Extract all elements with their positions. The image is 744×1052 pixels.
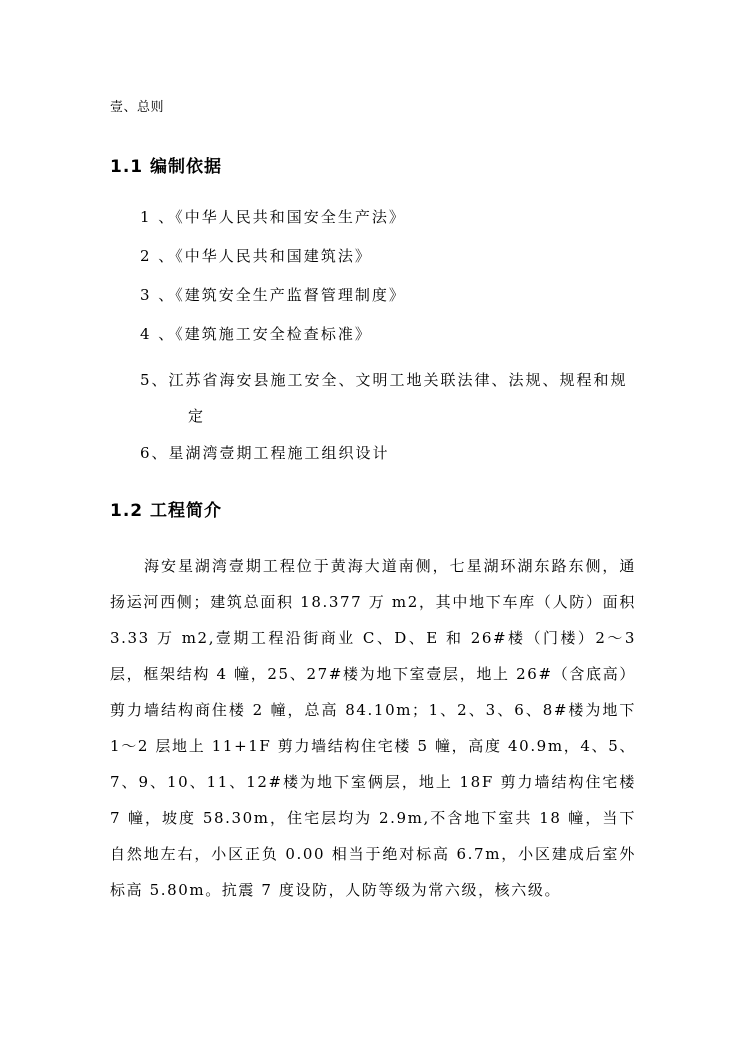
reference-list <box>140 206 660 481</box>
project-description-paragraph: 海安星湖湾壹期工程位于黄海大道南侧，七星湖环湖东路东侧，通扬运河西侧；建筑总面积 18.377 万 m2，其中地下车库（人防）面积 3.33 万 m2,壹期工程沿街商业 C、D、E 和 26#楼（门楼）2～3 层，框架结构 4 幢，25、27#楼为地下室壹层，地上 26#（含底高）剪力墙结构商住楼 2 幢，总高 84.10m；1、2、3、6、8#楼为地下 1～2 层地上 11+1F 剪力墙结构住宅楼 5 幢，高度 40.9m，4、5、7、9、10、11、12#楼为地下室俩层，地上 18F 剪力墙结构住宅楼 7 幢，坡度 58.30m，住宅层均为 2.9m,不含地下室共 18 幢，当下自然地左右，小区正负 0.00 相当于绝对标高 6.7m，小区建成后室外标高 5.80m。抗震 7 度设防，人防等级为常六级，核六级。 <box>110 557 636 899</box>
list-item-text: 5、江苏省海安县施工安全、文明工地关联法律、法规、规程和规 <box>140 371 628 389</box>
list-item: 3 、《建筑安全生产监督管理制度》 <box>140 286 406 304</box>
section-heading-project-overview: 1.2 工程简介 <box>110 501 223 521</box>
list-item <box>140 362 660 442</box>
list-item: 1 、《中华人民共和国安全生产法》 <box>140 208 406 226</box>
section-heading-compilation-basis: 1.1 编制依据 <box>110 157 223 177</box>
chapter-title: 壹、总则 <box>110 100 165 115</box>
list-item: 2 、《中华人民共和国建筑法》 <box>140 247 372 265</box>
list-item: 4 、《建筑施工安全检查标准》 <box>140 325 372 343</box>
list-item: 6、星湖湾壹期工程施工组织设计 <box>140 444 390 462</box>
list-item-continuation: 定 <box>188 407 206 425</box>
